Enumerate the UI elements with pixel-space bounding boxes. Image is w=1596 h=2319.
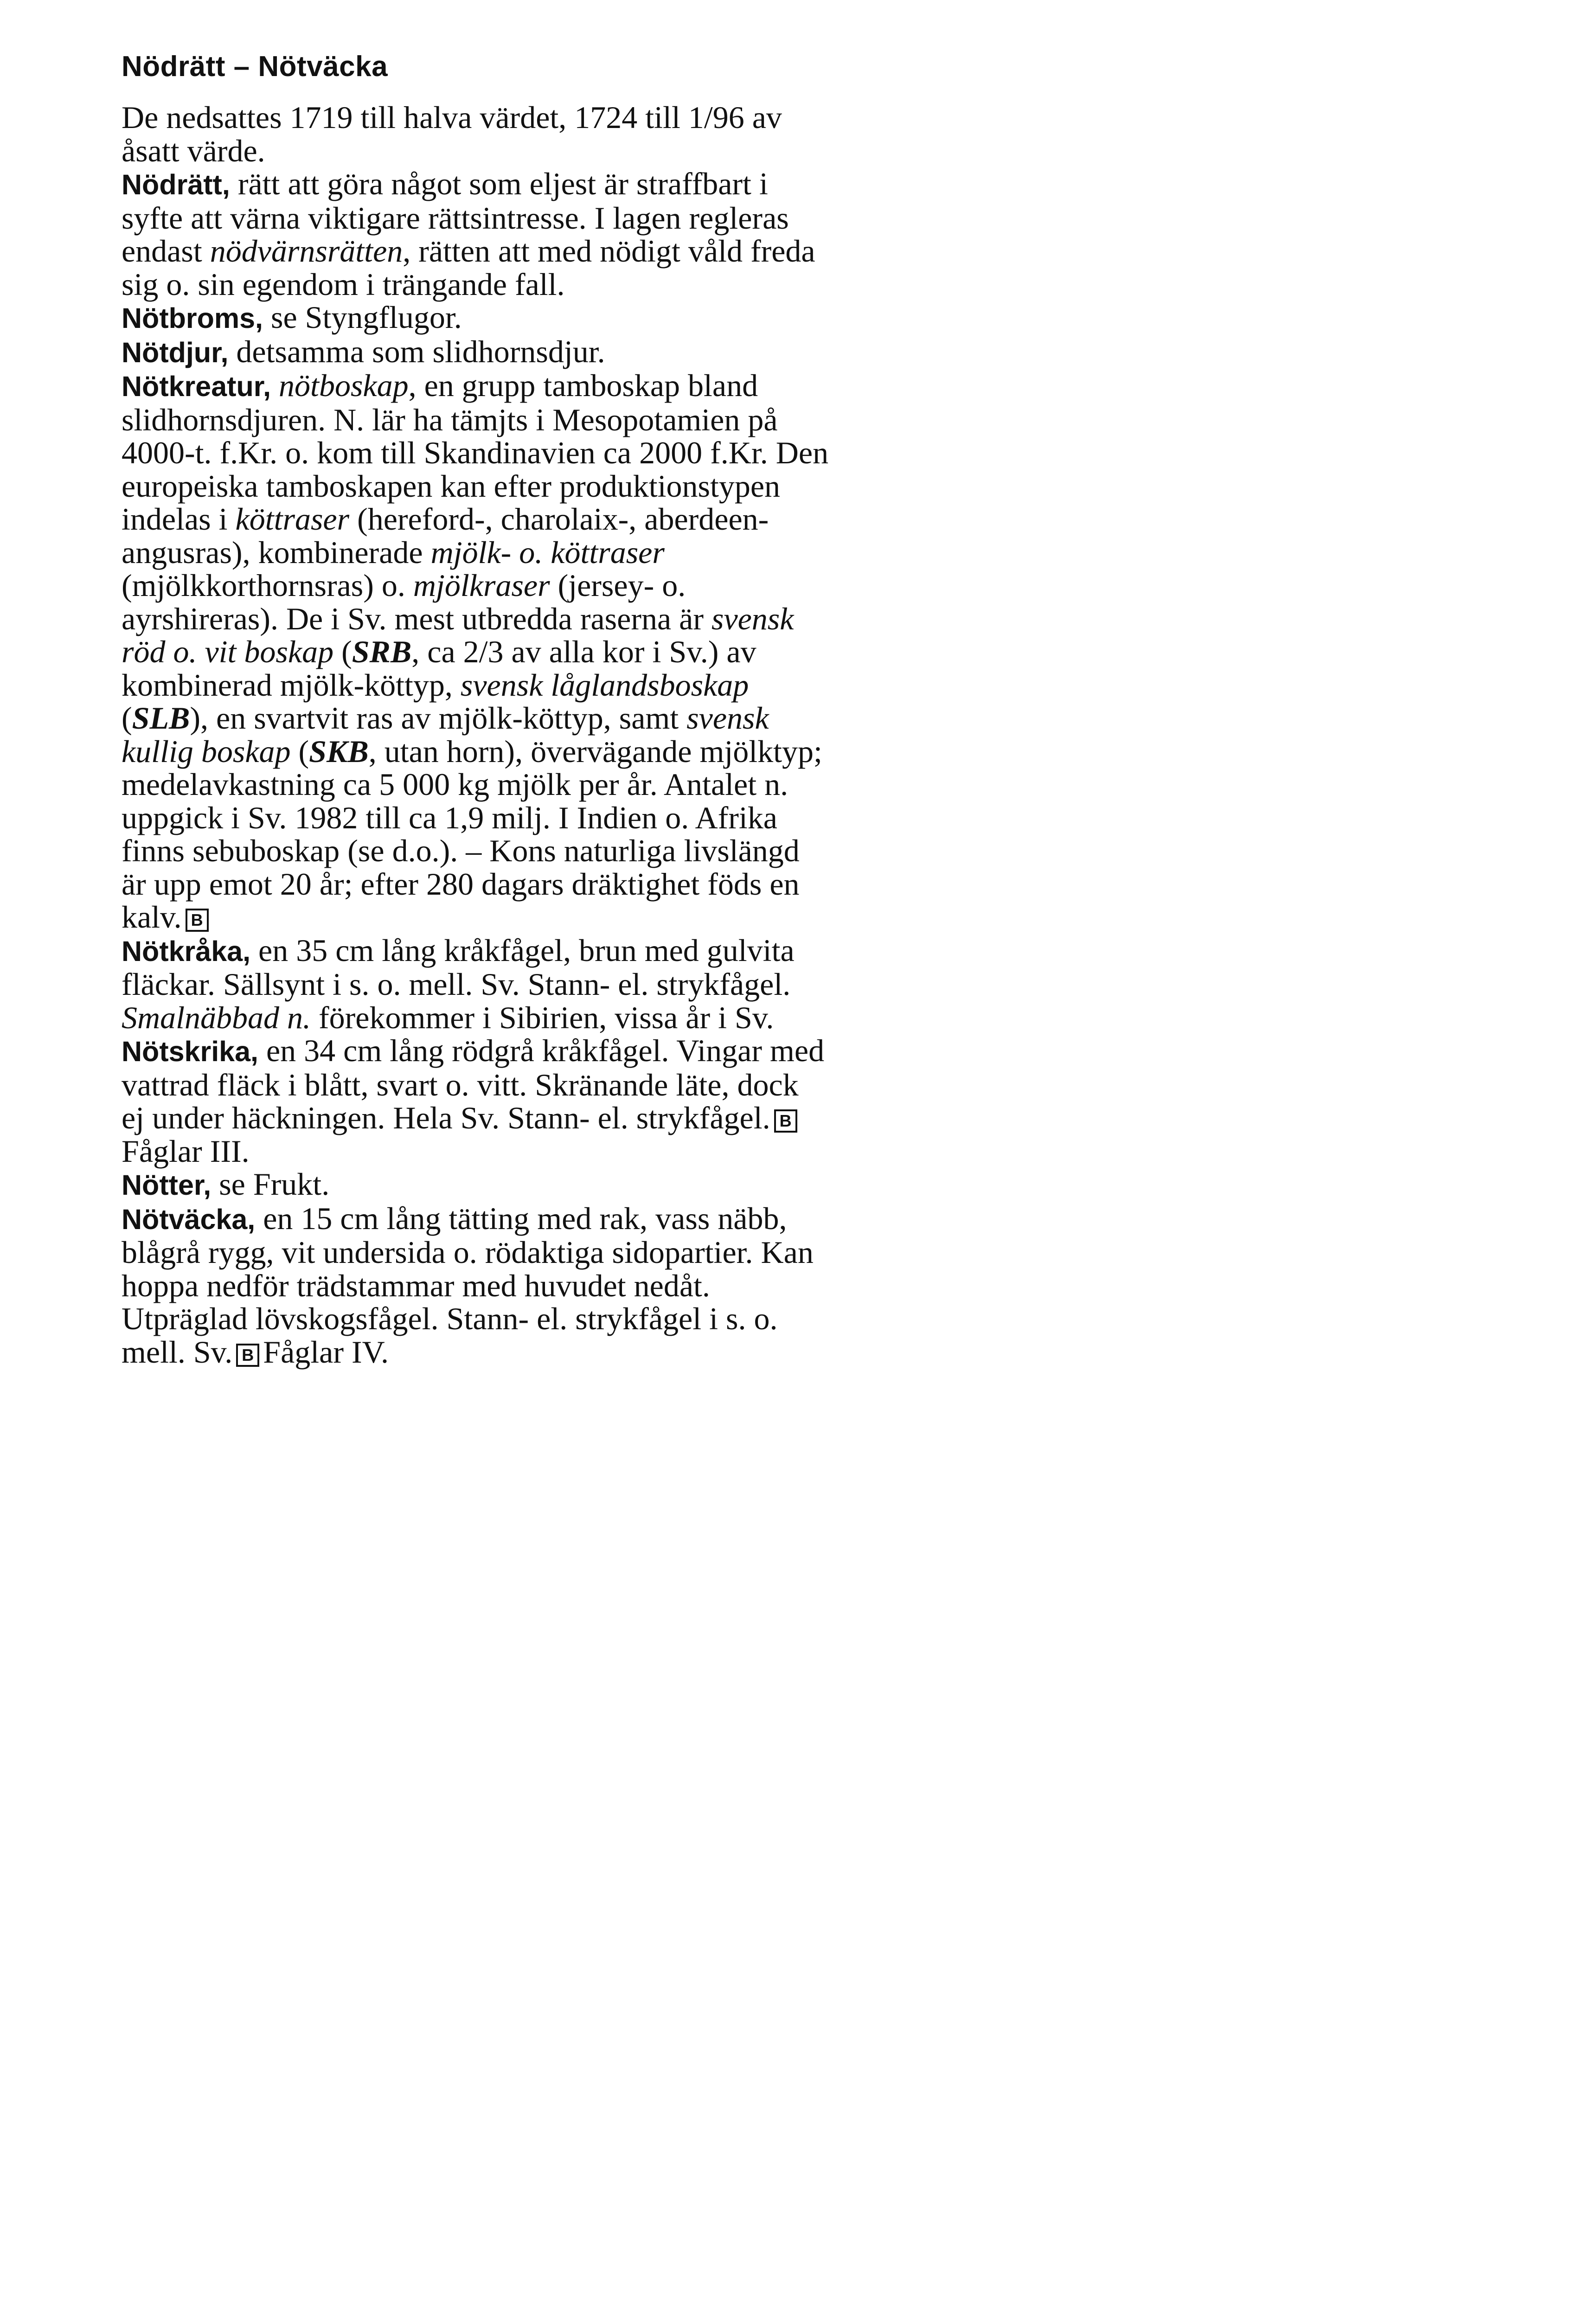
entry-notskrika: [122, 1034, 829, 1168]
entry-text: Fåglar IV.: [263, 1334, 389, 1370]
headword: Nötkreatur,: [122, 371, 271, 402]
entry-text: Fåglar III.: [122, 1133, 250, 1169]
entry-nodratt: [122, 167, 829, 301]
entry-text: en 34 cm lång rödgrå kråkfågel. Vingar med vattrad fläck i blått, svart o. vitt. Skränande läte, dock ej under häckningen. Hela Sv. Stann- el. strykfågel.: [122, 1033, 825, 1135]
entry-text: (mjölkkorthornsras) o.: [122, 568, 413, 603]
entry-text: (: [333, 634, 352, 669]
text-column: [122, 101, 829, 1369]
italic-abbrev: SLB: [132, 700, 190, 736]
italic-term: svensk låglandsboskap: [460, 667, 749, 703]
entry-text: De nedsattes 1719 till halva värdet, 1724 till 1/96 av åsatt värde.: [122, 100, 782, 168]
italic-term: mjölk- o. köttraser: [430, 534, 665, 570]
entry-text: , utan horn), övervägande mjölktyp; medelavkastning ca 5 000 kg mjölk per år. Antalet n. uppgick i Sv. 1982 till ca 1,9 milj. I Indien o. Afrika finns sebuboskap (se d.o.). – Kons naturliga livslängd är upp emot 20 år; efter 280 dagars dräktighet föds en kalv.: [122, 733, 822, 935]
entry-text: (jersey- o. ayrshireras). De i Sv. mest utbredda raserna är: [122, 568, 711, 636]
entry-text: , rätten att med nödigt våld freda sig o. sin egendom i trängande fall.: [122, 233, 815, 302]
image-reference-icon: B: [236, 1344, 259, 1367]
headword: Nötbroms,: [122, 302, 263, 334]
italic-term: nödvärnsrätten: [210, 233, 403, 269]
entry-text: , ca 2/3 av alla kor i Sv.) av kombinerad mjölk-köttyp,: [122, 634, 756, 703]
italic-abbrev: SKB: [309, 733, 369, 769]
entry-text: en 15 cm lång tätting med rak, vass näbb, blågrå rygg, vit undersida o. rödaktiga sidopartier. Kan hoppa nedför trädstammar med huvudet nedåt. Utpräglad lövskogsfågel. Stann- el. strykfågel i s. o. mell. Sv.: [122, 1200, 814, 1370]
headword: Nötväcka,: [122, 1203, 256, 1235]
italic-term: Smalnäbbad n.: [122, 999, 311, 1035]
entry-text: se Frukt.: [211, 1166, 330, 1202]
headword: Nötkråka,: [122, 935, 251, 967]
entry-text: (: [122, 700, 132, 736]
entry-text: , en grupp tamboskap bland slidhornsdjuren. N. lär ha tämjts i Mesopotamien på 4000-t. f.Kr. o. kom till Skandinavien ca 2000 f.Kr. Den europeiska tamboskapen kan efter produktionstypen indelas i: [122, 368, 829, 537]
italic-abbrev: SRB: [352, 634, 412, 669]
entry-notkraka: [122, 934, 829, 1035]
entry-text: förekommer i Sibirien, vissa år i Sv.: [311, 999, 774, 1035]
entry-text: (: [290, 733, 309, 769]
headword: Nödrätt,: [122, 169, 230, 200]
italic-term: köttraser: [235, 501, 350, 537]
entry-text: se Styngflugor.: [263, 300, 462, 335]
entry-text: (hereford-, charolaix-, aberdeen-angusras), kombinerade: [122, 501, 769, 570]
entry-text: rätt att göra något som eljest är straffbart i syfte att värna viktigare rättsintresse. I lagen regleras endast: [122, 166, 789, 269]
entry-notvacka: [122, 1202, 829, 1369]
headword: Nötter,: [122, 1169, 212, 1201]
headword: Nötskrika,: [122, 1036, 258, 1067]
entry-continuation: [122, 101, 829, 167]
entry-notdjur: [122, 335, 829, 370]
italic-term: mjölkraser: [413, 568, 550, 603]
entry-notkreatur: [122, 369, 829, 934]
image-reference-icon: B: [186, 909, 209, 932]
entry-text: detsamma som slidhornsdjur.: [228, 333, 605, 369]
entry-text: ), en svartvit ras av mjölk-köttyp, samt: [190, 700, 687, 736]
entry-text: en 35 cm lång kråkfågel, brun med gulvita fläckar. Sällsynt i s. o. mell. Sv. Stann- el. strykfågel.: [122, 932, 795, 1002]
italic-term: svensk kullig boskap: [122, 700, 769, 769]
running-head: Nödrätt – Nötväcka: [122, 51, 388, 83]
image-reference-icon: B: [774, 1109, 797, 1133]
entry-notter: [122, 1168, 829, 1202]
italic-term: svensk röd o. vit boskap: [122, 601, 794, 669]
entry-notbroms: [122, 301, 829, 335]
headword: Nötdjur,: [122, 336, 229, 368]
italic-term: nötboskap: [279, 368, 409, 403]
